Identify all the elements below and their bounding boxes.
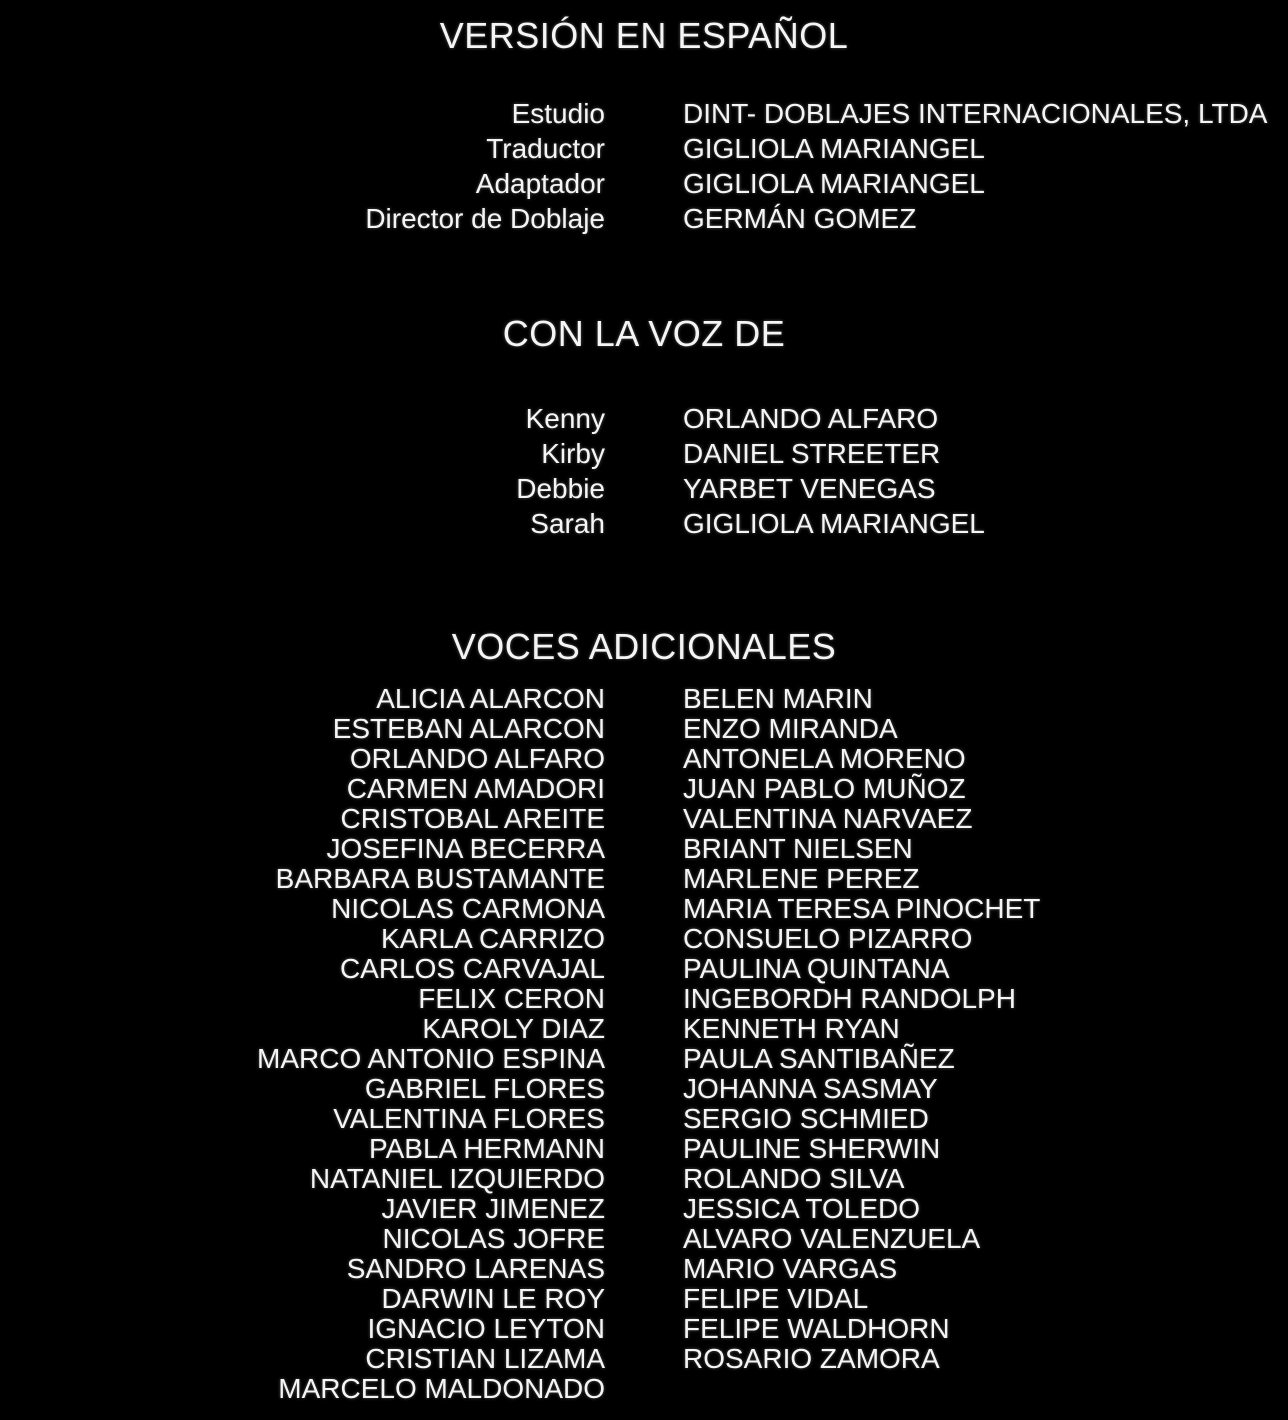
voice-actor-name: VALENTINA NARVAEZ <box>683 803 973 834</box>
voice-actor-name: NICOLAS JOFRE <box>382 1223 605 1254</box>
character-name-label: Debbie <box>516 473 605 504</box>
voice-actor-name: KAROLY DIAZ <box>422 1013 605 1044</box>
credit-person-name: GIGLIOLA MARIANGEL <box>683 168 985 199</box>
credit-row <box>0 436 1288 471</box>
voice-actor-name: JAVIER JIMENEZ <box>381 1193 605 1224</box>
voice-actor-name: MARCO ANTONIO ESPINA <box>257 1043 605 1074</box>
credit-row <box>0 471 1288 506</box>
credit-person-name: GERMÁN GOMEZ <box>683 203 917 234</box>
credit-row <box>0 131 1288 166</box>
character-name-label: Sarah <box>530 508 605 539</box>
voice-actor-name: YARBET VENEGAS <box>683 473 936 504</box>
voice-actor-name: KARLA CARRIZO <box>380 923 605 954</box>
credit-role-label: Estudio <box>511 98 605 129</box>
voice-actor-name: SERGIO SCHMIED <box>683 1103 929 1134</box>
voice-actor-name: CARLOS CARVAJAL <box>339 953 605 984</box>
voice-actor-name: DANIEL STREETER <box>683 438 941 469</box>
voice-actor-name: SANDRO LARENAS <box>346 1253 605 1284</box>
voice-actor-name: VALENTINA FLORES <box>333 1103 605 1134</box>
voice-actor-name: ANTONELA MORENO <box>683 743 966 774</box>
voice-actor-name: BRIANT NIELSEN <box>683 833 913 864</box>
additional-voices-left-column <box>0 684 605 1404</box>
credit-row <box>0 401 1288 436</box>
voice-actor-name: KENNETH RYAN <box>683 1013 900 1044</box>
credit-row <box>0 166 1288 201</box>
voice-actor-name: ENZO MIRANDA <box>683 713 898 744</box>
credit-row <box>0 506 1288 541</box>
voice-actor-name: BARBARA BUSTAMANTE <box>275 863 605 894</box>
voice-actor-name: NICOLAS CARMONA <box>331 893 605 924</box>
voice-actor-name: MARLENE PEREZ <box>683 863 920 894</box>
voice-actor-name: ESTEBAN ALARCON <box>332 713 605 744</box>
voice-actor-name: IGNACIO LEYTON <box>367 1313 605 1344</box>
voice-actor-name: INGEBORDH RANDOLPH <box>683 983 1016 1014</box>
voice-actor-name: MARIA TERESA PINOCHET <box>683 893 1041 924</box>
voice-actor-name: PAULINA QUINTANA <box>683 953 950 984</box>
voice-actor-name: ROLANDO SILVA <box>683 1163 905 1194</box>
character-name-label: Kenny <box>525 403 605 434</box>
credit-role-label: Director de Doblaje <box>365 203 605 234</box>
additional-voices-right-column <box>683 684 1288 1374</box>
voice-actor-name: CARMEN AMADORI <box>346 773 605 804</box>
voice-actor-name: BELEN MARIN <box>683 683 873 714</box>
voice-actor-name: MARCELO MALDONADO <box>278 1373 605 1404</box>
voice-actor-name: CONSUELO PIZARRO <box>683 923 973 954</box>
voice-actor-name: JUAN PABLO MUÑOZ <box>683 773 966 804</box>
voice-cast-credits-list <box>0 401 1288 541</box>
voice-actor-name: ALVARO VALENZUELA <box>683 1223 981 1254</box>
voice-actor-name: GIGLIOLA MARIANGEL <box>683 508 985 539</box>
voice-actor-name: JESSICA TOLEDO <box>683 1193 921 1224</box>
voice-actor-name: PAULA SANTIBAÑEZ <box>683 1043 955 1074</box>
additional-voices-list <box>0 684 1288 1404</box>
voice-actor-name: PAULINE SHERWIN <box>683 1133 941 1164</box>
voice-actor-name: JOSEFINA BECERRA <box>326 833 605 864</box>
credit-row <box>0 96 1288 131</box>
voice-actor-name: ALICIA ALARCON <box>376 683 605 714</box>
credit-person-name: DINT- DOBLAJES INTERNACIONALES, LTDA <box>683 98 1268 129</box>
voice-actor-name: CRISTIAN LIZAMA <box>365 1343 605 1374</box>
voice-actor-name: PABLA HERMANN <box>369 1133 605 1164</box>
credit-role-label: Adaptador <box>475 168 605 199</box>
character-name-label: Kirby <box>541 438 605 469</box>
voice-actor-name: ROSARIO ZAMORA <box>683 1343 940 1374</box>
voice-actor-name: ORLANDO ALFARO <box>349 743 605 774</box>
voice-actor-name: NATANIEL IZQUIERDO <box>309 1163 605 1194</box>
voice-actor-name: FELIPE VIDAL <box>683 1283 869 1314</box>
voice-actor-name: CRISTOBAL AREITE <box>340 803 605 834</box>
credit-role-label: Traductor <box>486 133 605 164</box>
additional-voices-section-title: VOCES ADICIONALES <box>451 626 837 667</box>
voice-actor-name: DARWIN LE ROY <box>381 1283 605 1314</box>
voice-actor-name: FELIPE WALDHORN <box>683 1313 950 1344</box>
version-credits-list <box>0 96 1288 236</box>
voice-cast-section-title: CON LA VOZ DE <box>502 313 786 354</box>
credit-row <box>0 201 1288 236</box>
version-section-title: VERSIÓN EN ESPAÑOL <box>439 15 849 56</box>
voice-actor-name: FELIX CERON <box>418 983 605 1014</box>
voice-actor-name: MARIO VARGAS <box>683 1253 898 1284</box>
voice-actor-name: ORLANDO ALFARO <box>683 403 939 434</box>
voice-actor-name: JOHANNA SASMAY <box>683 1073 938 1104</box>
voice-actor-name: GABRIEL FLORES <box>364 1073 605 1104</box>
credit-person-name: GIGLIOLA MARIANGEL <box>683 133 985 164</box>
